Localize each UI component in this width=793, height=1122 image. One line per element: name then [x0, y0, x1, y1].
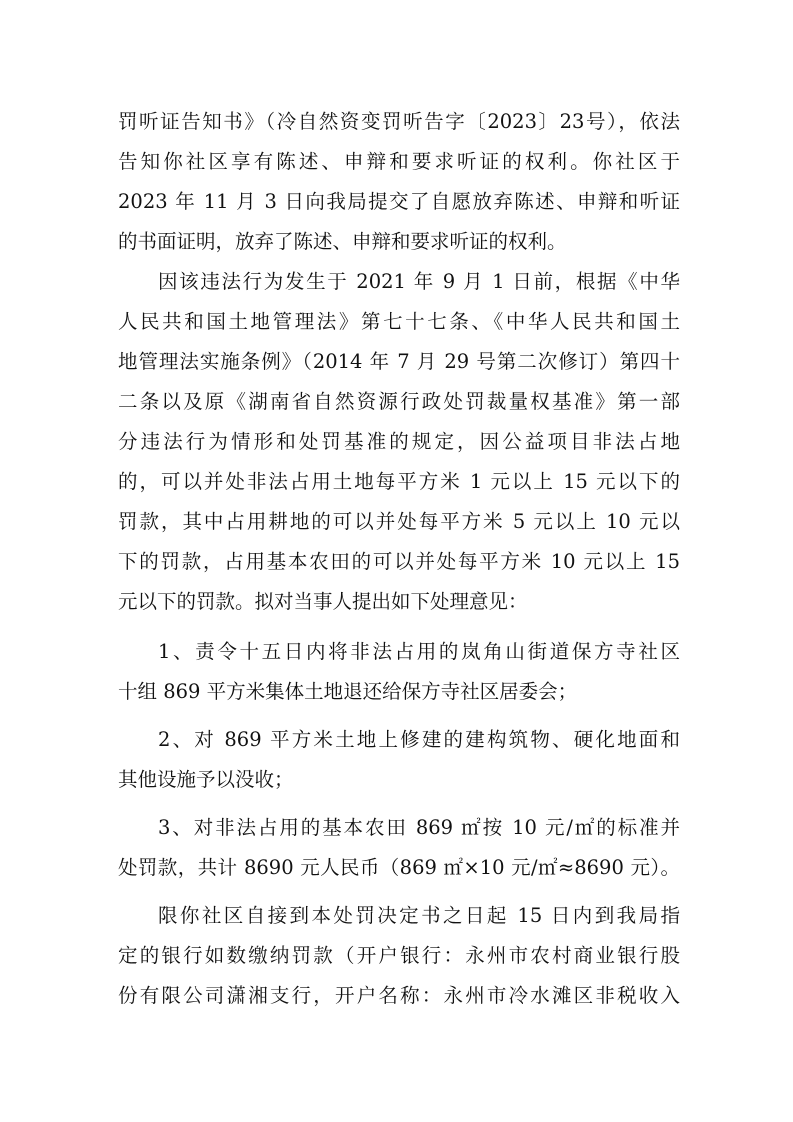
- text-line: 3、对非法占用的基本农田 869 ㎡按 10 元/㎡的标准并: [158, 816, 680, 839]
- text-line: 份有限公司潇湘支行，开户名称：永州市冷水滩区非税收入: [118, 984, 680, 1007]
- text-line: 十组 869 平方米集体土地退还给保方寺社区居委会；: [118, 680, 578, 703]
- text-line: 分违法行为情形和处罚基准的规定，因公益项目非法占地: [118, 430, 680, 453]
- text-line: 的书面证明，放弃了陈述、申辩和要求听证的权利。: [118, 230, 567, 253]
- text-line: 因该违法行为发生于 2021 年 9 月 1 日前，根据《中华: [158, 270, 680, 293]
- text-line: 2、对 869 平方米土地上修建的建构筑物、硬化地面和: [158, 728, 680, 751]
- text-line: 2023 年 11 月 3 日向我局提交了自愿放弃陈述、申辩和听证: [118, 190, 680, 213]
- text-line: 告知你社区享有陈述、申辩和要求听证的权利。你社区于: [118, 150, 680, 173]
- text-line: 其他设施予以没收；: [118, 768, 294, 791]
- text-line: 限你社区自接到本处罚决定书之日起 15 日内到我局指: [158, 904, 680, 927]
- text-line: 下的罚款，占用基本农田的可以并处每平方米 10 元以上 15: [118, 550, 680, 573]
- text-line: 的，可以并处非法占用土地每平方米 1 元以上 15 元以下的: [118, 470, 680, 493]
- text-line: 罚听证告知书》（冷自然资变罚听告字〔2023〕23号），依法: [118, 110, 680, 133]
- text-line: 人民共和国土地管理法》第七十七条、《中华人民共和国土: [118, 310, 680, 333]
- text-line: 元以下的罚款。拟对当事人提出如下处理意见：: [118, 590, 528, 613]
- text-line: 定的银行如数缴纳罚款（开户银行：永州市农村商业银行股: [118, 944, 680, 967]
- text-line: 1、责令十五日内将非法占用的岚角山街道保方寺社区: [158, 640, 680, 663]
- text-line: 二条以及原《湖南省自然资源行政处罚裁量权基准》第一部: [118, 390, 680, 413]
- text-line: 罚款，其中占用耕地的可以并处每平方米 5 元以上 10 元以: [118, 510, 680, 533]
- text-line: 处罚款，共计 8690 元人民币（869 ㎡×10 元/㎡≈8690 元）。: [118, 856, 680, 879]
- text-line: 地管理法实施条例》（2014 年 7 月 29 号第二次修订）第四十: [118, 350, 680, 373]
